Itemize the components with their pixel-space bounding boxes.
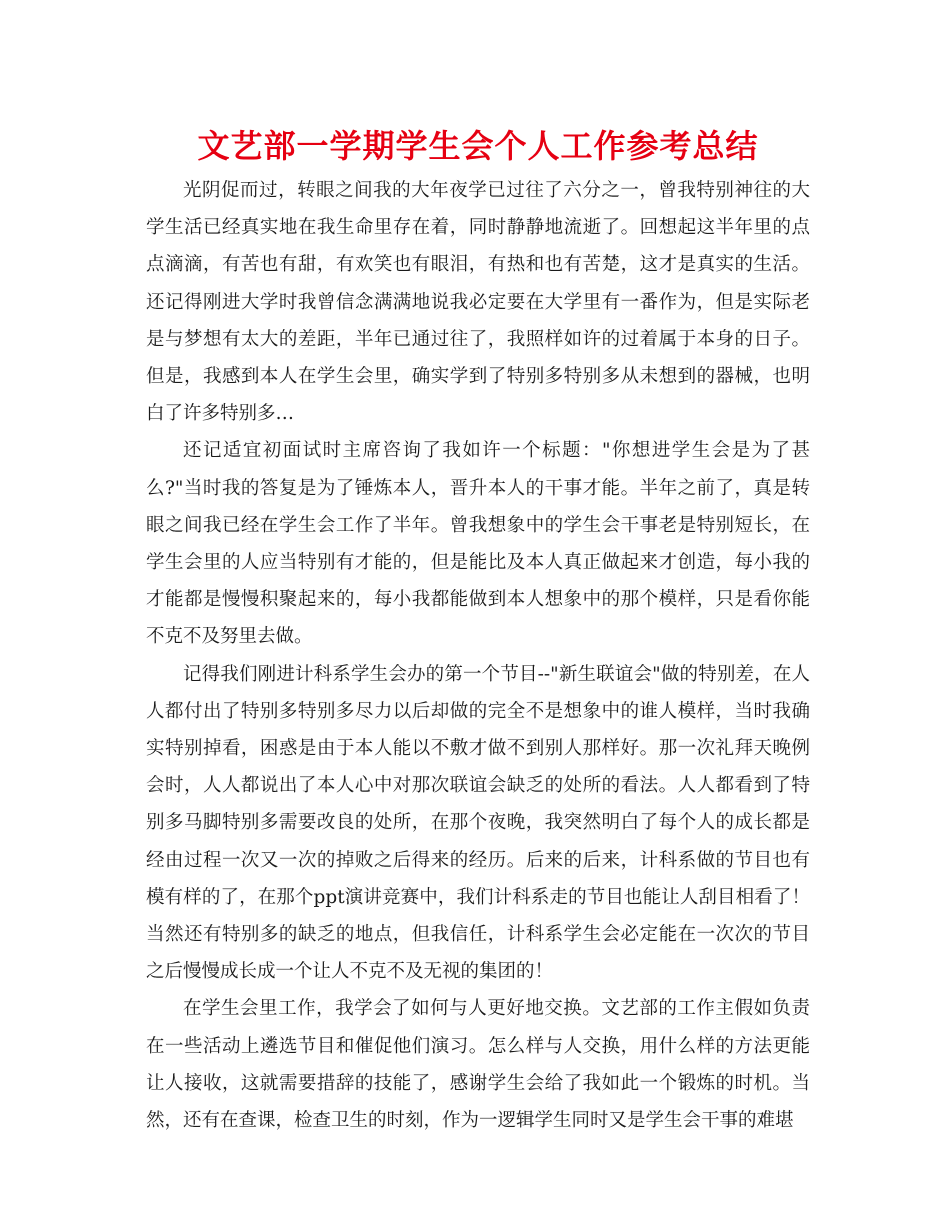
paragraph-3: 记得我们刚进计科系学生会办的第一个节目--"新生联谊会"做的特别差，在人人都付出了特别多特别多尽力以后却做的完全不是想象中的谁人模样，当时我确实特别掉看，困惑是由于本人能以不敷才做不到别人那样好。那一次礼拜天晚例会时，人人都说出了本人心中对那次联谊会缺乏的处所的看法。人人都看到了特别多马脚特别多需要改良的处所，在那个夜晚，我突然明白了每个人的成长都是经由过程一次又一次的掉败之后得来的经历。后来的后来，计科系做的节目也有模有样的了，在那个ppt演讲竞赛中，我们计科系走的节目也能让人刮目相看了！当然还有特别多的缺乏的地点，但我信任，计科系学生会必定能在一次次的节目之后慢慢成长成一个让人不克不及无视的集团的！ <box>146 663 810 983</box>
document-title: 文艺部一学期学生会个人工作参考总结 <box>197 127 759 165</box>
paragraph-4: 在学生会里工作，我学会了如何与人更好地交换。文艺部的工作主假如负责在一些活动上遴选节目和催促他们演习。怎么样与人交换，用什么样的方法更能让人接收，这就需要措辞的技能了，感谢学生会给了我如此一个锻炼的时机。当然，还有在查课，检查卫生的时刻，作为一逻辑学生同时又是学生会干事的难堪 <box>146 998 810 1132</box>
paragraph-1: 光阴促而过，转眼之间我的大年夜学已过往了六分之一，曾我特别神往的大学生活已经真实地在我生命里存在着，同时静静地流逝了。回想起这半年里的点点滴滴，有苦也有甜，有欢笑也有眼泪，有热和也有苦楚，这才是真实的生活。还记得刚进大学时我曾信念满满地说我必定要在大学里有一番作为，但是实际老是与梦想有太大的差距，半年已通过往了，我照样如许的过着属于本身的日子。但是，我感到本人在学生会里，确实学到了特别多特别多从未想到的器械，也明白了许多特别多… <box>146 180 810 425</box>
paragraph-2: 还记适宜初面试时主席咨询了我如许一个标题："你想进学生会是为了甚么?"当时我的答复是为了锤炼本人，晋升本人的干事才能。半年之前了，真是转眼之间我已经在学生会工作了半年。曾我想象中的学生会干事老是特别短长，在学生会里的人应当特别有才能的，但是能比及本人真正做起来才创造，每小我的才能都是慢慢积聚起来的，每小我都能做到本人想象中的那个模样，只是看你能不克不及努里去做。 <box>146 440 810 648</box>
